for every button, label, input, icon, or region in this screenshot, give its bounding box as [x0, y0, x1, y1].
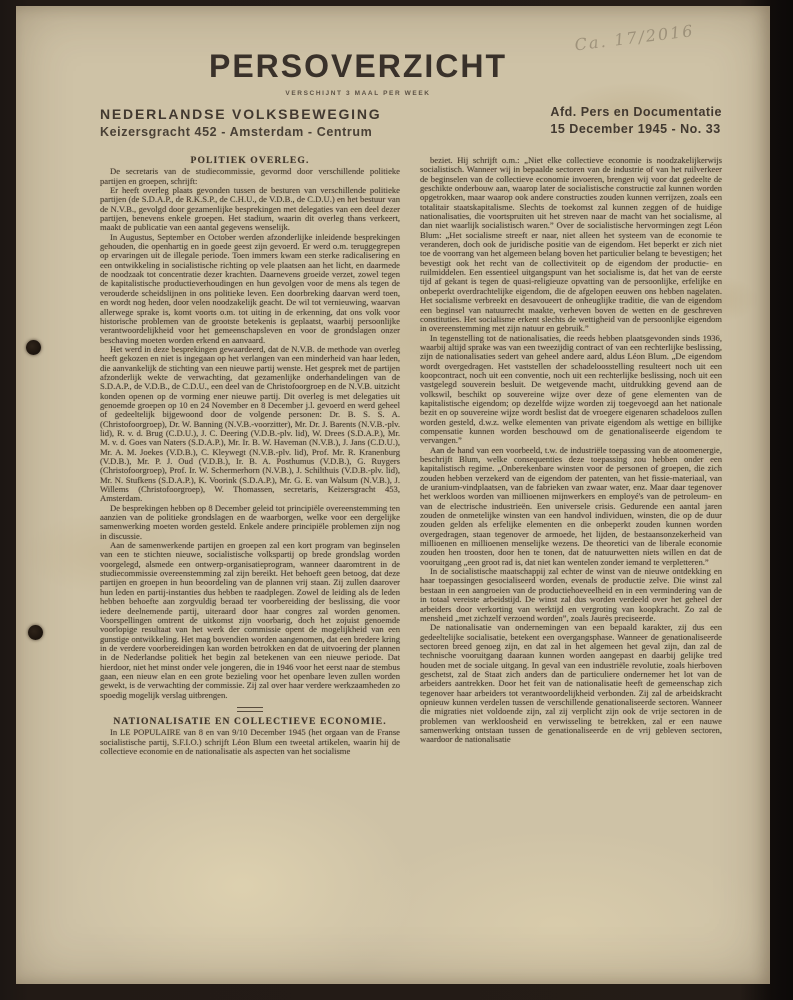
paragraph: In de socialistische maatschappij zal echter de winst van de nieuwe ontdekking en haar toepassingen gesocialiseerd worden, evenals de productie zelve. Die winst zal bestaan in een aangroeien van de productiehoeveelheid en in een vermindering van de in totaal vereiste arbeidstijd. De winst zal dus worden verdeeld over het geheel der arbeiders door verkorting van werktijd en vergroting van koopkracht. Zo zal de mensheid „met zichzelf verzoend worden”, zoals Jaurès preciseerde.	[420, 566, 722, 623]
paragraph: In Augustus, September en October werden afzonderlijke inleidende besprekingen gehouden, die openhartig en in goede geest zijn gevoerd. Er werd o.m. teruggegrepen op ervaringen uit de illegale periode. Toen immers kwam een sterke radicalisering en een ontwikkeling in socialistische richting op vele plaatsen aan het licht, en daarmede de noodzaak tot concentratie dezer krachten. Daarnevens groeide verzet, zowel tegen de kapitalistische productieverhoudingen en hun gevolgen voor de mens als tegen de verouderde scheidslijnen in ons politieke leven. Een doorbreking daarvan werd toen, en wordt nog heden, door velen noodzakelijk geacht. De wil tot vernieuwing, waarvan allerwege sprake is, komt voorts o.m. tot uiting in de erkenning, dat ons volk voor historische problemen van de grootste betekenis is geplaatst, waarbij persoonlijke verantwoordelijkheid voor het gemeenschapsleven en voor de grondslagen onzer beschaving moeten worden erkend en aanvaard.	[100, 231, 400, 345]
left-text-column	[100, 156, 400, 756]
paragraph: De besprekingen hebben op 8 December geleid tot principiële overeenstemming ten aanzien van de politieke grondslagen en de waarborgen, welke voor een dergelijke samenwerking moeten worden gesteld. Enkele andere principiële problemen zijn nog in discussie.	[100, 502, 400, 541]
masthead-subtitle: VERSCHIJNT 3 MAAL PER WEEK	[285, 90, 431, 97]
issue-date-number: 15 December 1945 - No. 33	[550, 122, 721, 136]
paragraph: Aan de samenwerkende partijen en groepen zal een kort program van beginselen van een te stichten nieuwe, socialistische volkspartij op brede grondslag worden voorgelegd, alsmede een ontwerp-organisatieprogram, wanneer daaromtrent in de studiecommissie overeenstemming zal zijn bereikt. Het behoeft geen betoog, dat deze partijen en groepen in hun beoordeling van de plannen vrij staan. Zij zullen daarover hun leden en partij-instanties dus hebben te raadplegen. Zowel de leiding als de leden hebben behoefte aan zorgvuldig beraad ter voorbereiding der beslissing, die voor iedere deelnemende partij, uiteraard door haar congres zal worden genomen. Voorspellingen omtrent de uitkomst zijn voorbarig, doch het zojuist genoemde voorlopige resultaat van het werk der commissie opent de mogelijkheid van een gunstige ontwikkeling. Het mag bovendien worden aangenomen, dat een bredere kring in de verdere voorbereidingen kan worden betrokken en dat de uitvoering der plannen in de Nederlandse politiek het begin zal betekenen van een nieuwe periode. Dat hierdoor, niet het minst onder vele jongeren, die in 1946 voor het eerst naar de stembus gaan, een nieuw elan en een grote bezieling voor het openbare leven zullen worden gewekt, is de verwachting der commissie. Zij zal over haar verdere werkzaamheden zo spoedig mogelijk verslag uitbrengen.	[100, 540, 400, 700]
paragraph: De secretaris van de studiecommissie, gevormd door verschillende politieke partijen en groepen, schrijft:	[100, 166, 400, 186]
paragraph: In tegenstelling tot de nationalisaties, die reeds hebben plaatsgevonden sinds 1936, waarbij altijd sprake was van een tweezijdig contract of van een rechterlijke beslissing, zijn de nationalisaties sedert van geheel andere aard, aldus Léon Blum. „De eigendom wordt overgedragen. Het vaststellen der schadeloosstelling resulteert noch uit een koopcontract, noch uit een conventie, noch uit een rechterlijke beslissing, noch uit een vastgelegd souverein besluit. De wetgevende macht, uitdrukking gevend aan de volkswil, beschikt op souvereine wijze over deze of gene elementen van de kapitalistische eigendom; op dezelfde wijze worden zij toegevoegd aan het nationale bezit en op souvereine wijze wordt beslist dat de vroegere eigenaren schadeloos zullen worden gesteld, d.w.z. welke elementen van private eigendom als wettige en billijke compensatie kunnen worden beschouwd om de genationaliseerde eigendom te vervangen.”	[420, 332, 722, 446]
paragraph: beziet. Hij schrijft o.m.: „Niet elke collectieve economie is noodzakelijkerwijs socialistisch. Wanneer wij in bepaalde sectoren van de industrie of van het ruilverkeer de beginselen van de collectieve economie invoeren, brengen wij voor dat gedeelte de geschikte onderbouw aan, waarop later de socialistische constructie zal kunnen worden opgetrokken, maar waarop ook andere constructies zouden kunnen verrijzen, zoals een totalitair staatskapitalisme. Slechts de toekomst zal kunnen zeggen of de huidige nationalisaties, die voortspruiten uit het streven naar de macht van het socialisme, al dan niet waarlijk socialistisch waren.” Over de socialistische hervormingen zegt Léon Blum: „Het socialisme streeft er naar, niet alleen het systeem van de economie te veranderen, doch ook de juridische positie van de eigendom. Het beperkt er zich niet toe de voorrang van het algemeen belang boven het particulier belang te bevestigen; het bevestigt ook het recht van de collectiviteit op de eigendom der productie- en ruilmiddelen. Een essentieel uitgangspunt van het socialisme is, dat het van de eerste tijd af gekant is tegen de quasi-religieuze opvatting van de persoonlijke, erfelijke en onbeperkt overdrachtelijke eigendom, die de afgelopen eeuwen ons hebben nagelaten. Het socialisme verbreekt en desavoueert de onheuglijke traditie, die van de eigendom een beginsel van natuurrecht maakte, verheven boven de wetten en de geschreven constituties. Het socialisme erkent slechts de wettigheid van de persoonlijke eigendom in overeenstemming met zijn natuur en gebruik.”	[420, 155, 722, 334]
right-text-column	[420, 156, 722, 745]
organization-block	[100, 106, 381, 139]
paragraph: Het werd in deze besprekingen gewaardeerd, dat de N.V.B. de methode van overleg heeft gekozen en niet is ingegaan op het verlangen van een minderheid van haar leden, die aanvankelijk de stichting van een nieuwe partij wenste. Het gesprek met de partijen afzonderlijk wekte de verwachting, dat gezamenlijke onderhandelingen van de S.D.A.P., de V.D.B., de C.D.U., een deel van de Christofoorgroep en de N.V.B. uitzicht konden openen op de vorming ener nieuwe partij. Dit overleg is met delegaties uit genoemde groepen op 10 en 24 November en 8 December j.l. gevoerd en werd geheel of gedeeltelijk bijgewoond door de volgende personen: Dr. B. S. S. A. (Christofoorgroep), Dr. W. Banning (N.V.B.-voorzitter), Mr. Dr. J. Barents (N.V.B.-plv. lid), R. v. d. Brug (C.D.U.), J. C. Deering (V.D.B.-plv. lid), W. Drees (S.D.A.P.), Mr. M. v. d. Goes van Naters (S.D.A.P.), Mr. Ir. B. W. Haveman (N.V.B.), J. Jans (C.D.U.), Mr. A. M. Joekes (V.D.B.), C. Kleywegt (N.V.B.-plv. lid), Prof. Mr. R. Kranenburg (V.D.B.), Mr. P. J. Oud (V.D.B.), Ir. B. A. Posthumus (V.D.B.), G. Ruygers (Christofoorgroep), Prof. Ir. W. Schermerhorn (N.V.B.), J. Schilthuis (V.D.B.-plv. lid), Mr. N. Stufkens (S.D.A.P.), K. Voorink (S.D.A.P.), Mr. G. E. van Walsum (N.V.B.), J. Willems (Christofoorgroep), W. Thomassen, secretaris, Keizersgracht 453, Amsterdam.	[100, 343, 400, 504]
department-line: Afd. Pers en Documentatie	[550, 105, 722, 119]
handwritten-annotation: Ca. 17/2016	[573, 20, 696, 55]
paper-sheet	[16, 6, 770, 984]
page-title: PERSOVERZICHT	[208, 48, 508, 84]
paragraph: In LE POPULAIRE van 8 en van 9/10 December 1945 (het orgaan van de Franse socialistische partij, S.F.I.O.) schrijft Léon Blum een tweetal artikelen, waarin hij de collectieve economie en de nationalisatie als aspecten van het socialisme	[100, 727, 400, 756]
section-title-politiek-overleg: POLITIEK OVERLEG.	[190, 155, 310, 166]
punch-hole-icon	[28, 625, 43, 640]
punch-hole-icon	[26, 340, 41, 355]
issue-block	[550, 104, 722, 138]
organization-name: NEDERLANDSE VOLKSBEWEGING	[100, 106, 382, 122]
organization-address: Keizersgracht 452 - Amsterdam - Centrum	[100, 125, 373, 139]
paragraph: De nationalisatie van ondernemingen van een bepaald karakter, zij dus een gedeeltelijke socialisatie, betekent een overgangsphase. Wanneer de genationaliseerde sectoren breed genoeg zijn, en dat zal in het algemeen het geval zijn, dan zal de technische vooruitgang daaraan kunnen worden aangepast en daarbij gelijke tred houden met de sociale uitgang. In geval van een industriële revolutie, zoals hierboven geschetst, zal de Staat zich anders dan de particuliere ondernemer het lot van de arbeiders aantrekken. Door het feit van de nationalisatie heeft de gemeenschap zich tegenover haar arbeiders tot verantwoordelijkheid verbonden. Zij zal de arbeidskracht opnieuw kunnen verdelen tussen de verschillende genationaliseerde sectoren. Wanneer die migraties niet voldoende zijn, zal zij verplicht zijn ook de vrije sectoren in de problemen van werkloosheid en verwisseling te betrekken, zal er een nauwe samenwerking ontstaan tussen de genationaliseerde en de vrij gebleven sectoren, waardoor de nationalisatie	[420, 622, 722, 745]
section-divider	[237, 707, 263, 712]
paragraph: Aan de hand van een voorbeeld, t.w. de industriële toepassing van de atoomenergie, beschrijft Blum, welke consequenties deze toepassing zou hebben onder een kapitalistisch regime. „Onberekenbare winsten voor de personen of groepen, die zich zouden hebben verzekerd van de eigendom der patenten, van het fissie-materiaal, van de uranium-vindplaatsen, van de fabrieken van zwaar water, enz. Maar daar tegenover het werkloos worden van millioenen mijnwerkers en employé's van de petroleum- en van de electrische industrieën. Een universele crisis. Gedurende een aantal jaren zouden de onmetelijke winsten van een handvol individuen, winsten, die op de duur zouden gelden als erfelijke elementen en die onbeperkt zouden kunnen worden overgedragen, staan tegenover de armoede, het lijden, de bestaansonzekerheid van millioenen en millioenen menselijke wezens. De theoretici van de liberale economie zouden hen troosten, door hen te tonen, dat de natuurwetten niets willen en dat de vooruitgang „een groot rad is, dat niet kan wentelen zonder iemand te verpletteren.”	[420, 444, 722, 567]
section-title-nationalisatie: NATIONALISATIE EN COLLECTIEVE ECONOMIE.	[113, 715, 387, 727]
paragraph: Er heeft overleg plaats gevonden tussen de besturen van verschillende politieke partijen (de S.D.A.P., de R.K.S.P., de C.H.U., de V.D.B., de C.D.U.) en het bestuur van de N.V.B., gevolgd door gezamenlijke besprekingen met delegaties van een deel dezer partijen, benevens enkele groepen. Het stadium, waarin dit overleg thans verkeert, maakt de publicatie van een aantal gegevens wenselijk.	[100, 185, 400, 233]
